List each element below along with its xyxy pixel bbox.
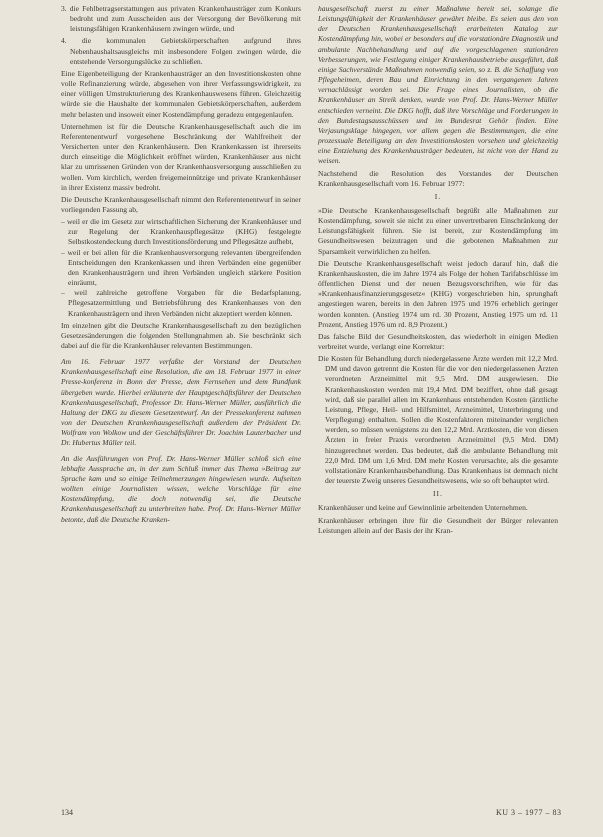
- section-heading: I.: [434, 191, 442, 201]
- paragraph: Die Deutsche Krankenhausgesellschaft nimmt den Referentenentwurf in seiner vorliegenden Fassung ab,: [61, 194, 301, 214]
- dash-list-item: – weil er bei allen für die Krankenhausversorgung relevanten übergreifenden Entscheidungen den Krankenkassen und ihren Verbänden eine gegenüber den Krankenhausträgern und ihren Verbänden ungleich stärkere Position einräumt,: [61, 247, 301, 288]
- paragraph: Krankenhäuser und keine auf Gewinnlinie arbeitenden Unternehmen.: [318, 503, 528, 513]
- paragraph: Die Deutsche Krankenhausgesellschaft weist jedoch darauf hin, daß die Krankenhauskosten, die im Jahre 1974 als Folge der hohen Tarifabschlüsse im öffentlichen Dienst und der neuen Bezugsvorschriften, wie für das »Krankenhausfinanzierungsgesetz« (KHG) vorgeschrieben hin, sprunghaft angestiegen waren, bereits in den Jahren 1975 und 1976 erheblich geringer worden konnten. (Anstieg 1974 um rd. 30 Prozent, Anstieg 1975 um rd. 11 Prozent, Anstieg 1976 um rd. 8,9 Prozent.): [318, 258, 558, 329]
- dash-list-item: Die Kosten für Behandlung durch niedergelassene Ärzte werden mit 12,2 Mrd. DM und davon getrennt die Kosten für die vor den niedergelassenen Ärzten verordneten Arzneimittel mit 9,5 Mrd. DM ausgewiesen. Die Krankenhauskosten werden mit 19,4 Mrd. DM beziffert, ohne daß gesagt wird, daß sie parallel allen im Krankenhaus entstehenden Kosten (ärztliche Leistung, Pflege, Heil- und Hilfsmittel, Arzneimittel, Unterbringung und Verpflegung) enthalten. Sollen die Kostenfaktoren miteinander verglichen werden, so müssen wenigstens zu den 12,2 Mrd. Arztkosten, die von diesen Ärzten in freier Praxis verordneten Arzneimittel (9,5 Mrd. DM) hinzugerechnet werden. Das bedeutet, daß die ambulante Behandlung mit 22,0 Mrd. DM um 1,6 Mrd. DM mehr Kosten verursachte, als die gesamte vollstationäre Krankenhausbehandlung. Das Krankenhaus ist demnach nicht der teuerste Zweig unseres Gesundheitswesens, wie so oft behauptet wird.: [318, 354, 558, 486]
- paragraph: Eine Eigenbeteiligung der Krankenhausträger an den Investitionskosten ohne volle Refinanzierung würde, abgesehen von ihrer Verfassungswidrigkeit, zu einer völligen Umstrukturierung des Krankenhauswesens führen. Gleichzeitig würde sie die Haushalte der kommunalen Gebietskörperschaften, außerdem mehr belasten und insoweit einer Kostendämpfung geradezu entgegenlaufen.: [61, 68, 301, 119]
- italic-paragraph: Am 16. Februar 1977 verfaßte der Vorstand der Deutschen Krankenhausgesellschaft eine Resolution, die am 18. Februar 1977 in einer Presse-konferenz in Bonn der Presse, dem Fernsehen und dem Rundfunk übergeben wurde. Hierbei erläuterte der Hauptgeschäftsführer der Deutschen Krankenhausgesellschaft, Professor Dr. Hans-Werner Müller, ausführlich die Haltung der DKG zu diesem Gesetzentwurf. An der Pressekonferenz nahmen von der Deutschen Krankenhausgesellschaft außerdem der Präsident Dr. Wolfram von Wolkow und der Geschäftsführer Dr. Joachim Lauterbacher und Dr. Hubertus Müller teil.: [61, 357, 301, 448]
- dash-list-item: – weil zahlreiche getroffene Vorgaben für die Bedarfsplanung, Pflegesatzermittlung und Betriebsführung des Krankenhauses von den Krankenhausträgern und ihren Verbänden nicht akzeptiert werden können.: [61, 288, 301, 318]
- paragraph: Krankenhäuser erbringen ihre für die Gesundheit der Bürger relevanten Leistungen allein auf der Basis der ihr Kran-: [318, 515, 558, 535]
- italic-paragraph: hausgesellschaft zuerst zu einer Maßnahme bereit sei, solange die Leistungsfähigkeit der Krankenhäuser gewährt bleibe. Es seien aus den von der Deutschen Krankenhausgesellschaft erarbeiteten Katalog zur Kostendämpfung hin, wobei er besonders auf die vorstationäre Diagnostik und ambulante Nachbehandlung und auf die vorgeschlagenen stationären Verbesserungen, wie Festlegung einiger Krankenhausbetriebe ausgeführt, daß einige Sachverstände Maßnahmen notwendig seien, so z. B. die Schaffung von Pflegeheimen, deren Bau und Einrichtung in den vergangenen Jahren vernachlässigt worden sei. Die Frage eines Journalisten, ob die Krankenhäuser an Streik denken, wurde von Prof. Dr. Hans-Werner Müller entschieden verneint. Die DKG hofft, daß ihre Vorschläge und Forderungen in den Bundestagsausschüssen und im Bundesrat Gehör finden. Eine Verjasungsklage hingegen, vor allem gegen die Bestimmungen, die eine prozessuale Beteiligung an den Investitionskosten vorsehen und gleichzeitig eine Entziehung des Krankenhausträger bedeuten, ist nicht von der Hand zu weisen.: [318, 4, 558, 166]
- italic-paragraph: An die Ausführungen von Prof. Dr. Hans-Werner Müller schloß sich eine lebhafte Aussprache an, in der zum Schluß immer das Thema »Beitrag zur Sprache kam und so einige Teilnehmerzungen hingewiesen wurde. Aufseiten wollten einige Journalisten wissen, welche Vorschläge für eine Kostendämpfung, die doch notwendig sei, die Deutsche Krankenhausgesellschaft zu unterbreiten habe. Prof. Dr. Hans-Werner Müller betonte, daß die Deutsche Kranken-: [61, 453, 301, 524]
- page-number: 134: [61, 808, 73, 817]
- dash-list-item: – weil er die im Gesetz zur wirtschaftlichen Sicherung der Krankenhäuser und zur Regelung der Krankenhauspflegesätze (KHG) festgelegte Selbstkostendeckung durch Investitionsförderung und Pflegesätze aufhebt,: [61, 217, 301, 247]
- journal-reference: KU 3 – 1977 – 83: [496, 808, 562, 817]
- section-heading: II.: [433, 489, 443, 499]
- left-column: [61, 4, 301, 527]
- paragraph: Im einzelnen gibt die Deutsche Krankenhausgesellschaft zu den bezüglichen Gesetzesänderungen die folgenden Stellungnahmen ab. Sie beschränkt sich dabei auf die für die Krankenhäuser relevanten Bestimmungen.: [61, 320, 301, 350]
- paragraph: Das falsche Bild der Gesundheitskosten, das wiederholt in einigen Medien verbreitet wurde, verlangt eine Korrektur:: [318, 331, 558, 351]
- right-column: [318, 4, 558, 538]
- paragraph: Nachstehend die Resolution des Vorstandes der Deutschen Krankenhausgesellschaft vom 16. Februar 1977:: [318, 168, 558, 188]
- paragraph: Unternehmen ist für die Deutsche Krankenhausgesellschaft auch die im Referentenentwurf vorgesehene Beschränkung der Wahlfreiheit der Versicherten unter den Krankenhäusern. Den Krankenkassen ist ihrerseits durch einseitige die Möglichkeit eröffnet würden, Krankenhäuser aus nicht klar zu umrissenen Gründen von der Krankenhausversorgung ausschließen zu wollen. Vom kirchlich, werden freigemeinnützige und private Krankenhäuser in ihrer Existenz massiv bedroht.: [61, 121, 301, 192]
- list-item-3: 3. die Fehlbetragserstattungen aus privaten Krankenhausträger zum Konkurs bedroht und zum Ausscheiden aus der Versorgung der Bevölkerung mit leistungsfähigen Krankenhäusern zwingen würde, und: [61, 4, 301, 34]
- paragraph: »Die Deutsche Krankenhausgesellschaft begrüßt alle Maßnahmen zur Kostendämpfung, soweit sie nicht zu einer unvertretbaren Einschränkung der Leistungsfähigkeit führen. Sie ist bereit, zur Kostendämpfung im Gesundheitswesen beizutragen und die gebotenen Maßnahmen zur Sparsamkeit verwirklichen zu helfen.: [318, 205, 558, 256]
- list-item-4: 4. die kommunalen Gebietskörperschaften aufgrund ihres Nebenhaushaltsausgleichs mit insbesondere Folgen zwingen würde, die entstehende Versorgungslücke zu schließen.: [61, 36, 301, 66]
